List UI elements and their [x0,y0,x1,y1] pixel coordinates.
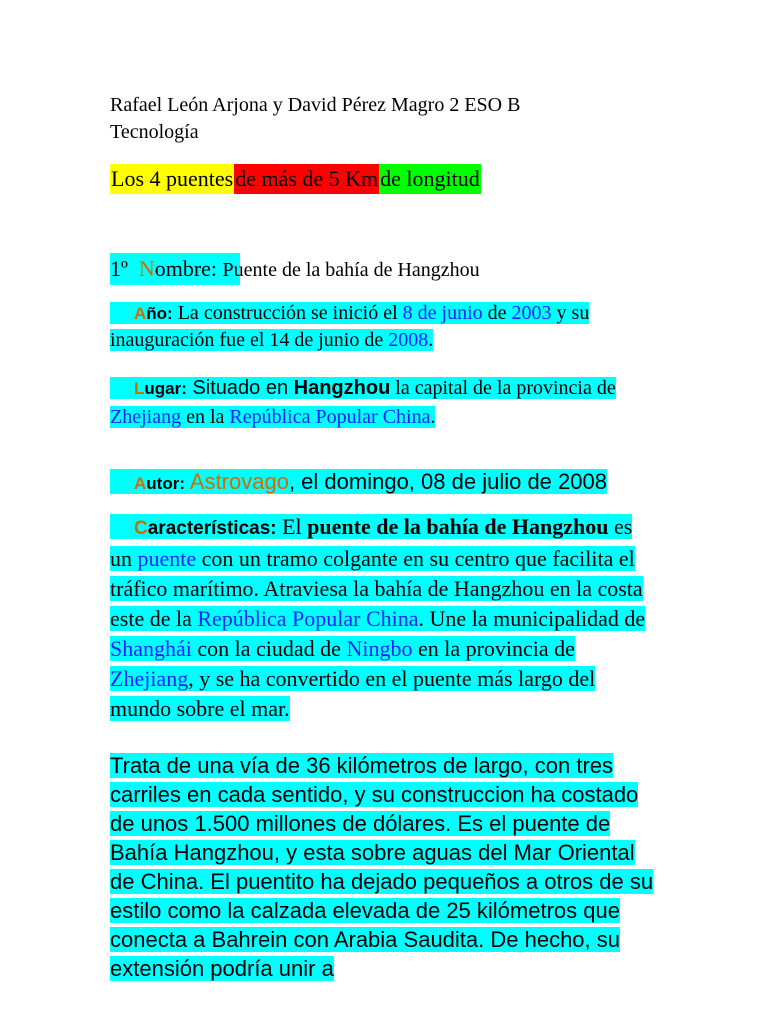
link-2003[interactable]: 2003 [511,302,552,324]
caracteristicas-section: Características: El puente de la bahía de Hangzhou es un puente con un tramo colgante en su centro que facilita el tráfico marítimo. Atraviesa la bahía de Hangzhou en la costa este de la República Popular China. Une la municipalidad de Shanghái con la ciudad de Ningbo en la provincia de Zhejiang, y se ha convertido en el puente más largo del mundo sobre el mar. [110,514,646,721]
document-title [110,164,481,194]
ano-label-initial: A [134,304,147,323]
caract-label-initial: C [134,518,148,539]
link-zhejiang-2[interactable]: Zhejiang [110,666,189,691]
lugar-label-initial: L [134,379,145,398]
subject-line: Tecnología [110,121,199,143]
nombre-line [110,253,480,286]
link-ningbo[interactable]: Ningbo [346,636,413,661]
link-puente[interactable]: puente [137,546,197,571]
link-8-de-junio[interactable]: 8 de junio [402,302,483,324]
link-shanghai[interactable]: Shanghái [110,636,192,661]
item-number: 1º [110,256,128,281]
author-name: Astrovago [185,469,289,494]
description-paragraph: Trata de una vía de 36 kilómetros de largo, con tres carriles en cada sentido, y su construccion ha costado de unos 1.500 millones de dólares. Es el puente de Bahía Hangzhou, y esta sobre aguas del Mar Oriental de China. El puentito ha dejado pequeños a otros de su estilo como la calzada elevada de 25 kilómetros que conecta a Bahrein con Arabia Saudita. De hecho, su extensión podría unir a [110,753,654,981]
ano-section: Año: La construcción se inició el 8 de junio de 2003 y su inauguración fue el 14 de junio de 2008. [110,302,590,351]
title-part-red: de más de 5 Km [234,164,379,194]
title-part-green: de longitud [379,164,481,194]
bridge-name-bold: puente de la bahía de Hangzhou [307,514,609,539]
link-zhejiang[interactable]: Zhejiang [110,406,182,428]
author-date: , el domingo, 08 de julio de 2008 [288,469,607,494]
autor-section [110,466,660,500]
nombre-label-initial: N [138,256,155,281]
nombre-value: Puente de la bahía de Hangzhou [222,259,480,281]
link-republica-popular-china-2[interactable]: República Popular China [197,606,419,631]
caract-label: aracterísticas: [147,518,277,539]
link-republica-popular-china[interactable]: República Popular China [229,406,431,428]
autor-label-initial: A [134,474,147,493]
document-header [110,92,520,146]
nombre-label: ombre: [154,256,218,281]
hangzhou-bold: Hangzhou [293,377,391,399]
author-line: Rafael León Arjona y David Pérez Magro 2 ESO B [110,94,521,116]
link-2008[interactable]: 2008 [388,329,429,351]
lugar-label: ugar: [144,379,187,398]
lugar-section: Lugar: Situado en Hangzhou la capital de la provincia de Zhejiang en la República Popular China. [110,377,616,428]
title-part-yellow: Los 4 puentes [110,164,234,194]
ano-label: ño: [146,304,173,323]
autor-label: utor: [146,474,185,493]
